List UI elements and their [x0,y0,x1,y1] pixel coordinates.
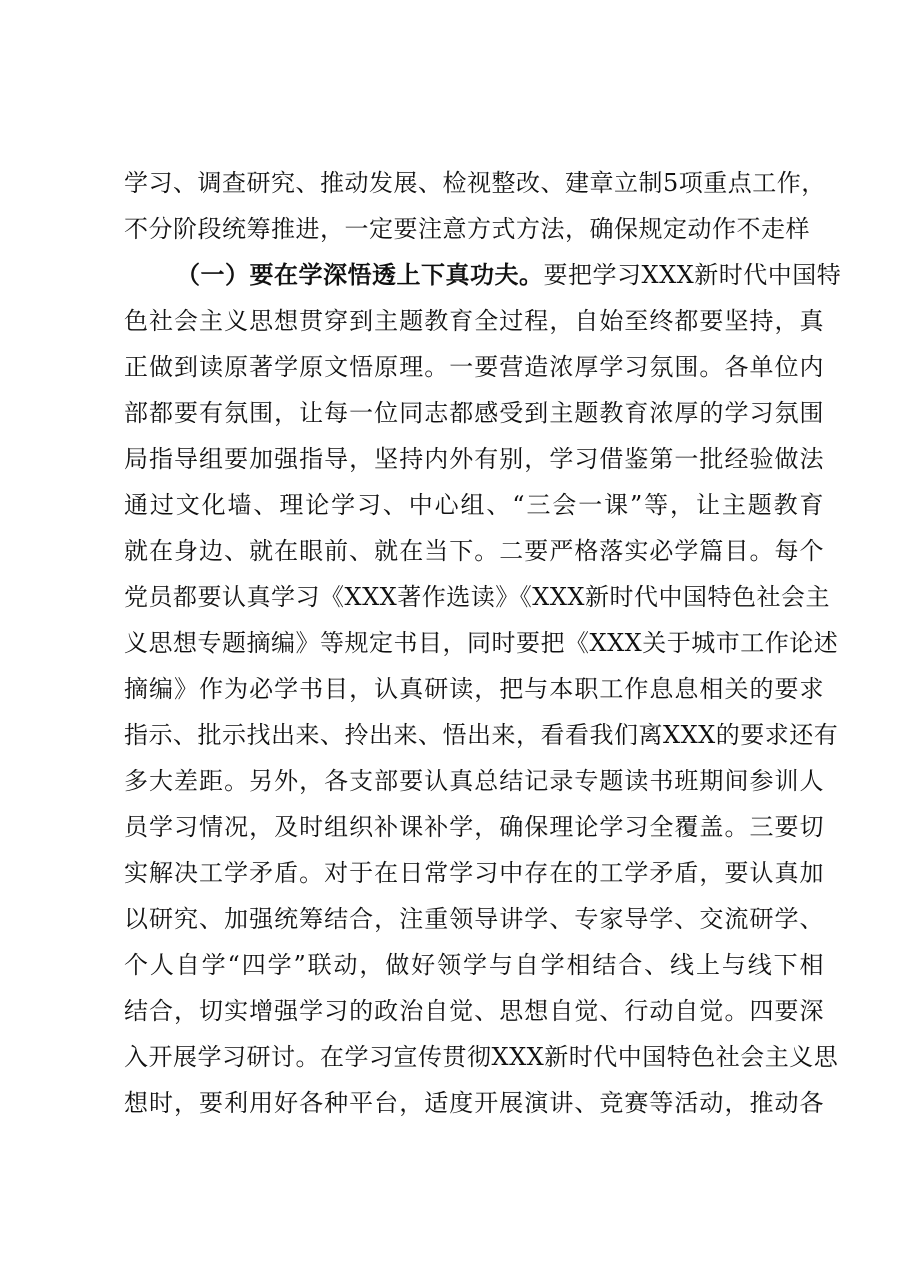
text-line: 员学习情况，及时组织补课补学，确保理论学习全覆盖。三要切 [124,813,824,841]
section-heading-line [124,252,842,298]
text-line: 义思想专题摘编》等规定书目，同时要把《XXX关于城市工作论述 [124,629,839,657]
text-line: 正做到读原著学原文悟原理。一要营造浓厚学习氛围。各单位内 [124,353,824,381]
text-line: 指示、批示找出来、拎出来、悟出来，看看我们离XXX的要求还有 [124,721,839,749]
text-line: 通过文化墙、理论学习、中心组、“三会一课”等，让主题教育 [124,491,824,519]
text-line: 局指导组要加强指导，坚持内外有别，学习借鉴第一批经验做法 [124,445,824,473]
text-line: 部都要有氛围，让每一位同志都感受到主题教育浓厚的学习氛围 [124,399,824,427]
text-span: 要把学习XXX新时代中国特 [543,261,842,289]
body-text [124,160,842,1126]
section-heading: （一）要在学深悟透上下真功夫。 [176,260,544,289]
text-line: 不分阶段统筹推进，一定要注意方式方法，确保规定动作不走样 [124,215,810,243]
text-line: 党员都要认真学习《XXX著作选读》《XXX新时代中国特色社会主 [124,583,831,611]
text-line: 学习、调查研究、推动发展、检视整改、建章立制5项重点工作， [124,169,826,197]
text-line: 结合，切实增强学习的政治自觉、思想自觉、行动自觉。四要深 [124,997,824,1025]
text-line: 摘编》作为必学书目，认真研读，把与本职工作息息相关的要求 [124,675,824,703]
text-line: 想时，要利用好各种平台，适度开展演讲、竞赛等活动，推动各 [124,1089,824,1117]
text-line: 实解决工学矛盾。对于在日常学习中存在的工学矛盾，要认真加 [124,859,824,887]
text-line: 个人自学“四学”联动，做好领学与自学相结合、线上与线下相 [124,951,824,979]
text-line: 入开展学习研讨。在学习宣传贯彻XXX新时代中国特色社会主义思 [124,1043,839,1071]
text-line: 就在身边、就在眼前、就在当下。二要严格落实必学篇目。每个 [124,537,824,565]
text-line: 色社会主义思想贯穿到主题教育全过程，自始至终都要坚持，真 [124,307,824,335]
text-line: 多大差距。另外，各支部要认真总结记录专题读书班期间参训人 [124,767,824,795]
text-line: 以研究、加强统筹结合，注重领导讲学、专家导学、交流研学、 [124,905,824,933]
